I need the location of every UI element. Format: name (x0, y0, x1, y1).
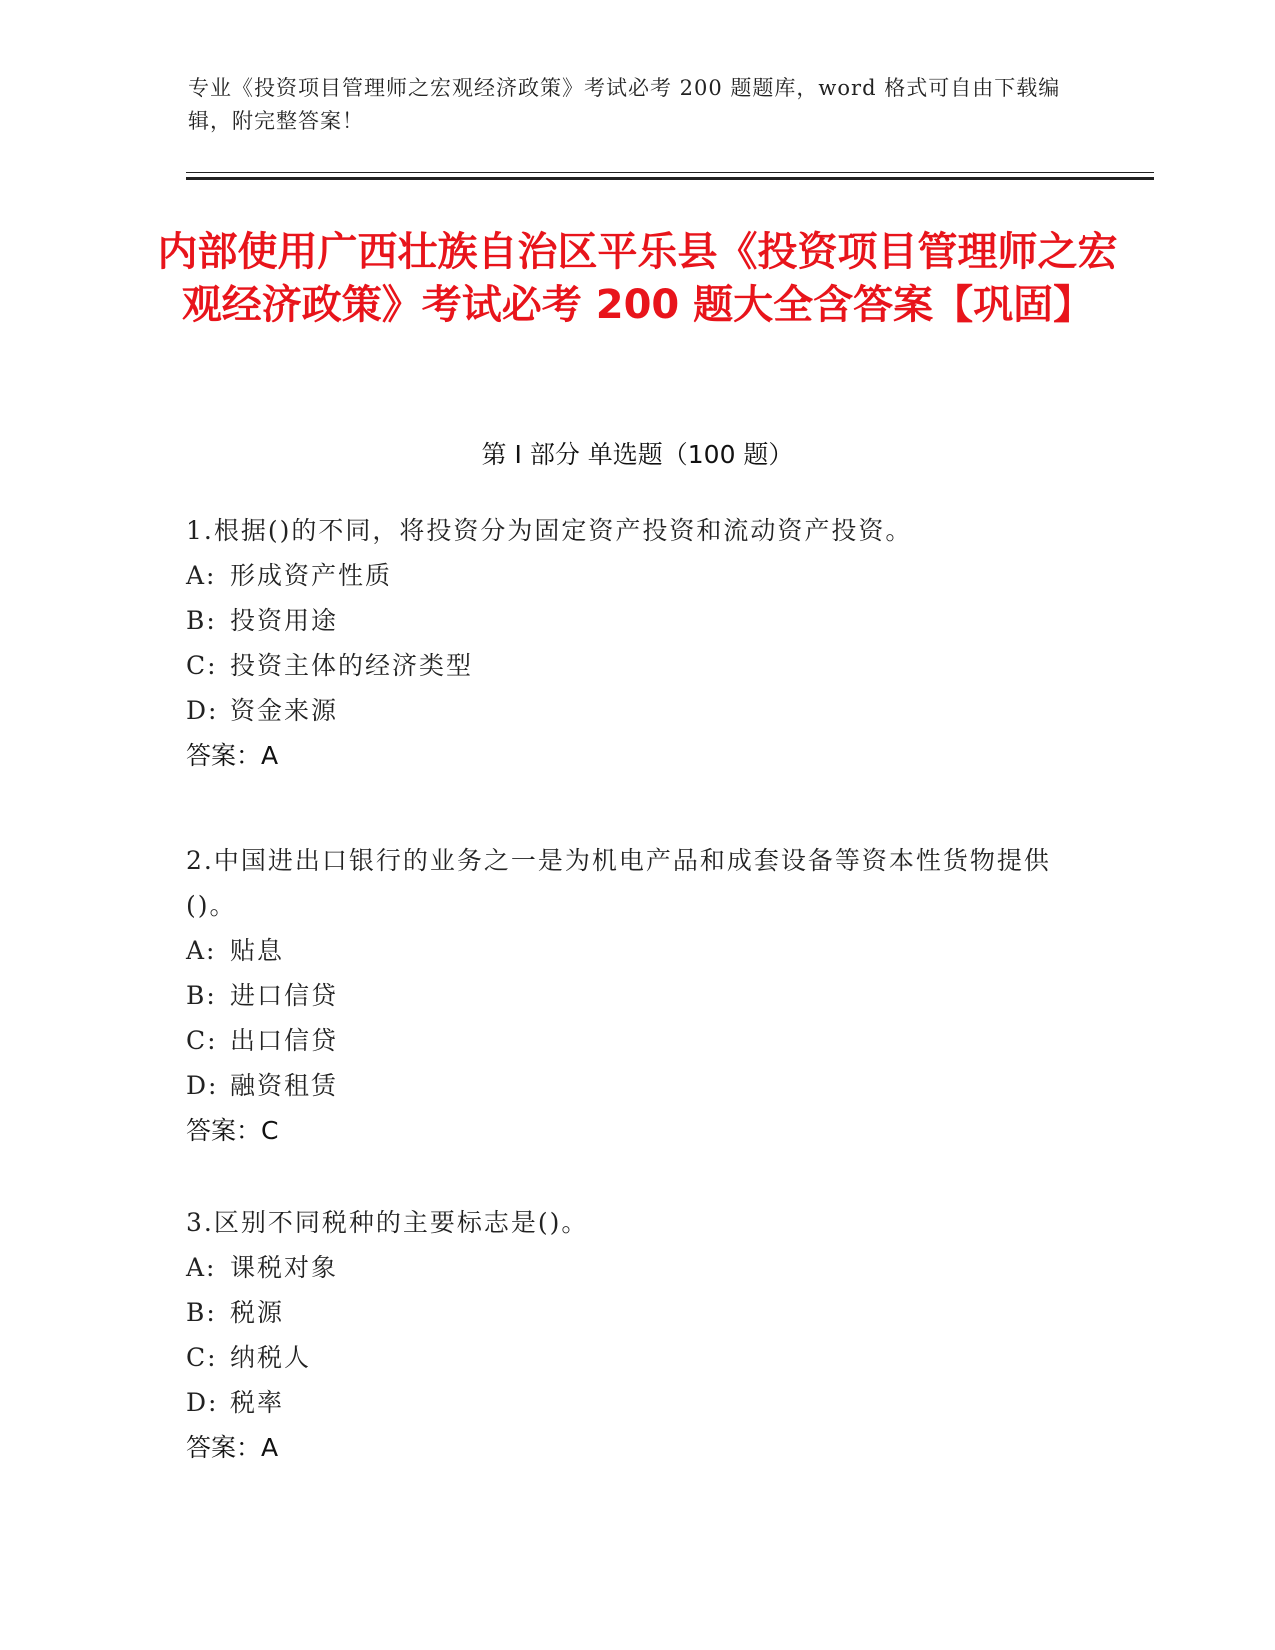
option-a (186, 553, 1066, 598)
option-d (186, 688, 1066, 733)
option-text: 贴息 (230, 936, 285, 965)
question-1 (186, 508, 1066, 778)
option-key: B: (186, 606, 217, 635)
answer-line: 答案：C (186, 1116, 279, 1145)
option-key: B: (186, 1298, 217, 1327)
option-key: D: (186, 696, 219, 725)
option-text: 税源 (230, 1298, 285, 1327)
question-stem: 1.根据()的不同，将投资分为固定资产投资和流动资产投资。 (186, 516, 913, 545)
section-heading: 第 I 部分 单选题（100 题） (481, 440, 794, 469)
option-a (186, 928, 1066, 973)
header-divider-thin (186, 172, 1154, 173)
option-key: A: (186, 1253, 217, 1282)
option-text: 形成资产性质 (230, 561, 393, 590)
option-text: 出口信贷 (230, 1026, 339, 1055)
header-divider-thick (186, 177, 1154, 180)
option-text: 纳税人 (230, 1343, 312, 1372)
option-key: C: (186, 1026, 218, 1055)
answer-line: 答案：A (186, 741, 279, 770)
option-text: 进口信贷 (230, 981, 339, 1010)
option-b (186, 598, 1066, 643)
option-text: 投资用途 (230, 606, 339, 635)
option-key: D: (186, 1388, 219, 1417)
option-d (186, 1380, 1066, 1425)
option-a (186, 1245, 1066, 1290)
option-text: 税率 (230, 1388, 285, 1417)
header-note: 专业《投资项目管理师之宏观经济政策》考试必考 200 题题库，word 格式可自由下载编辑，附完整答案！ (188, 76, 1061, 133)
option-c (186, 643, 1066, 688)
answer-line: 答案：A (186, 1433, 279, 1462)
question-2 (186, 838, 1066, 1153)
option-b (186, 973, 1066, 1018)
option-d (186, 1063, 1066, 1108)
option-b (186, 1290, 1066, 1335)
option-key: C: (186, 1343, 218, 1372)
option-text: 资金来源 (230, 696, 339, 725)
option-key: B: (186, 981, 217, 1010)
option-key: D: (186, 1071, 219, 1100)
question-3 (186, 1200, 1066, 1470)
document-title: 内部使用广西壮族自治区平乐县《投资项目管理师之宏观经济政策》考试必考 200 题大全含答案【巩固】 (157, 229, 1118, 328)
option-text: 投资主体的经济类型 (230, 651, 474, 680)
option-key: A: (186, 936, 217, 965)
question-stem: 3.区别不同税种的主要标志是()。 (186, 1208, 589, 1237)
question-stem: 2.中国进出口银行的业务之一是为机电产品和成套设备等资本性货物提供()。 (186, 846, 1051, 920)
option-text: 融资租赁 (230, 1071, 339, 1100)
option-c (186, 1018, 1066, 1063)
option-key: C: (186, 651, 218, 680)
option-c (186, 1335, 1066, 1380)
option-text: 课税对象 (230, 1253, 339, 1282)
option-key: A: (186, 561, 217, 590)
